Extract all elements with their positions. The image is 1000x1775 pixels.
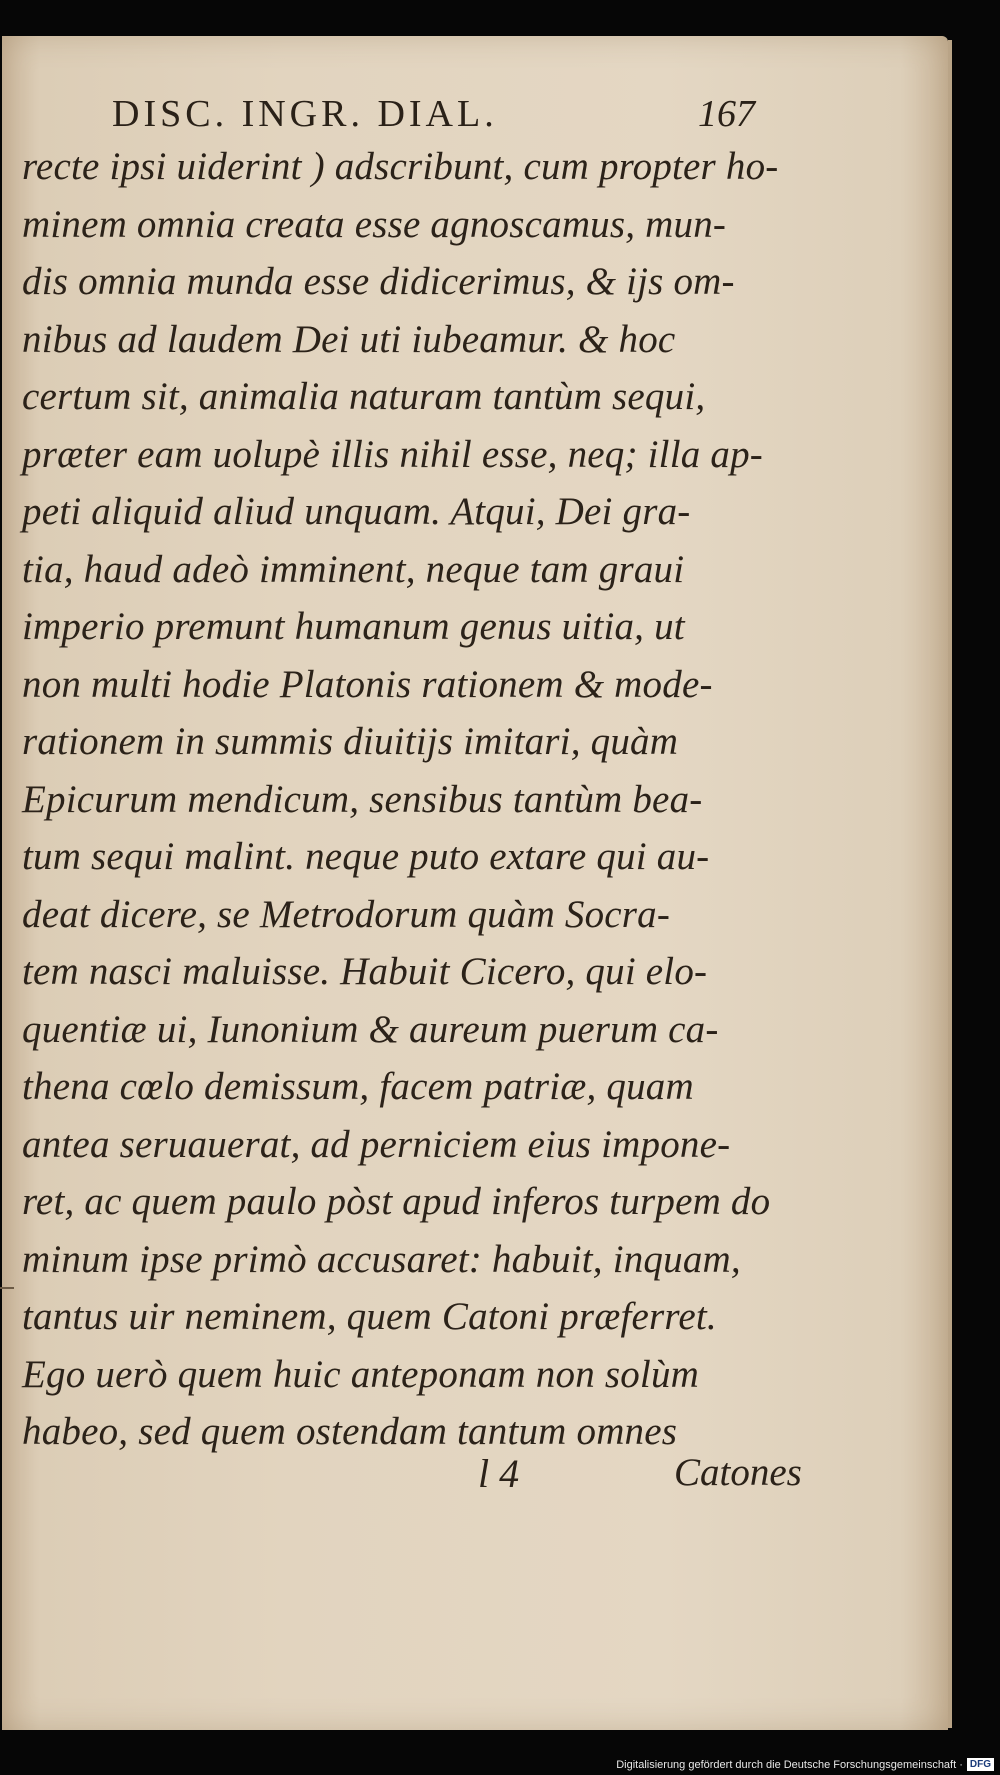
signature-mark: l 4 [478, 1451, 520, 1496]
text-line: antea seruauerat, ad perniciem eius impone- [22, 1122, 731, 1166]
text-line: quentiæ ui, Iunonium & aureum puerum ca- [22, 1007, 719, 1051]
text-line: tum sequi malint. neque puto extare qui au- [22, 835, 710, 878]
text-line: rationem in summis diuitijs imitari, quàm [22, 720, 679, 763]
catchword: Catones [674, 1451, 802, 1494]
text-line: certum sit, animalia naturam tantùm sequi, [22, 375, 706, 418]
footer-credit: Digitalisierung gefördert durch die Deutsche Forschungsgemeinschaft · [616, 1758, 963, 1771]
text-line: minum ipse primò accusaret: habuit, inquam, [22, 1237, 741, 1281]
text-line: tia, haud adeò imminent, neque tam graui [22, 547, 685, 591]
text-line: non multi hodie Platonis rationem & mode- [22, 662, 713, 706]
text-line: tem nasci maluisse. Habuit Cicero, qui elo- [22, 950, 708, 993]
text-line: nibus ad laudem Dei uti iubeamur. & hoc [22, 317, 676, 361]
text-line: Ego uerò quem huic anteponam non solùm [22, 1352, 700, 1396]
page-edge [948, 40, 952, 1728]
text-line: ret, ac quem paulo pòst apud inferos turpem do [22, 1180, 771, 1223]
text-line: thena cœlo demissum, facem patriæ, quam [22, 1065, 694, 1108]
text-line: deat dicere, se Metrodorum quàm Socra- [22, 892, 671, 936]
text-line: minem omnia creata esse agnoscamus, mun- [22, 202, 727, 246]
body-text [22, 138, 802, 1461]
text-line: recte ipsi uiderint ) adscribunt, cum propter ho- [22, 145, 779, 188]
dfg-logo: DFG [967, 1758, 994, 1771]
text-line: Epicurum mendicum, sensibus tantùm bea- [22, 777, 703, 821]
margin-mark [0, 1287, 14, 1289]
text-line: dis omnia munda esse didicerimus, & ijs om- [22, 260, 735, 303]
folio-number: 167 [698, 93, 755, 135]
text-line: præter eam uolupè illis nihil esse, neq; illa ap- [22, 432, 763, 476]
digitization-footer [616, 1758, 994, 1771]
running-title: DISC. INGR. DIAL. [112, 93, 498, 135]
text-line: imperio premunt humanum genus uitia, ut [22, 605, 685, 648]
text-line: tantus uir neminem, quem Catoni præferret. [22, 1295, 717, 1338]
text-line: habeo, sed quem ostendam tantum omnes [22, 1410, 678, 1453]
text-line: peti aliquid aliud unquam. Atqui, Dei gra- [22, 490, 691, 533]
